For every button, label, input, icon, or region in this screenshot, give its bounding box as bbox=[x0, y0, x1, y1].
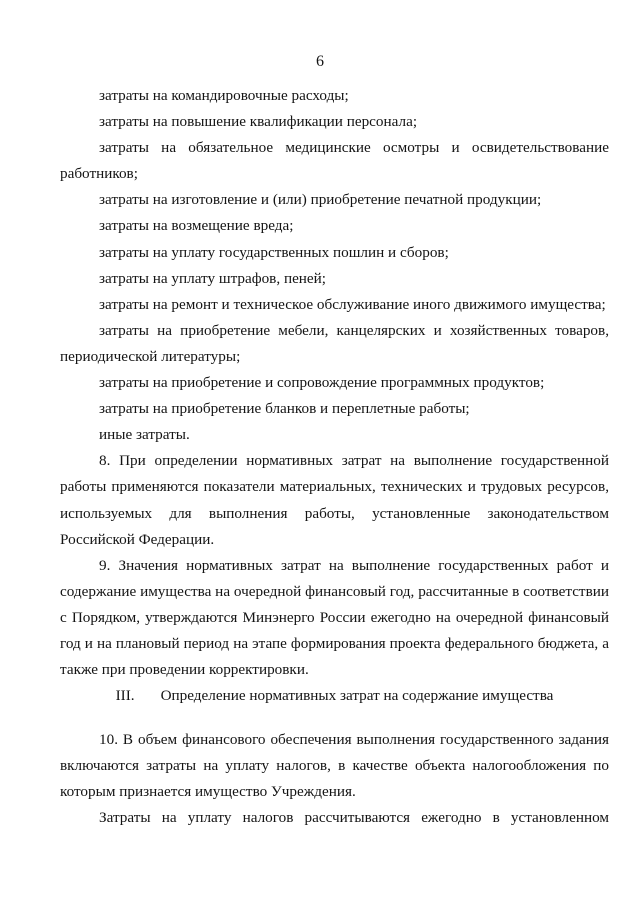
paragraph: затраты на повышение квалификации персонала; bbox=[99, 113, 418, 131]
paragraph: затраты на ремонт и техническое обслуживание иного движимого имущества; bbox=[99, 295, 606, 313]
paragraph: затраты на приобретение и сопровождение программных продуктов; bbox=[99, 374, 545, 392]
section-numeral: III. bbox=[115, 687, 135, 705]
document-body bbox=[60, 83, 609, 832]
section-title: Определение нормативных затрат на содержание имущества bbox=[160, 687, 554, 705]
page-number: 6 bbox=[316, 53, 324, 70]
paragraph: затраты на обязательное медицинские осмотры и освидетельствование работников; bbox=[60, 139, 609, 183]
paragraph: затраты на возмещение вреда; bbox=[99, 217, 294, 235]
paragraph-8: 8. При определении нормативных затрат на выполнение государственной работы применяются показатели материальных, технических и трудовых ресурсов, используемых для выполнения работы, установленные законодательством Российской Федерации. bbox=[60, 452, 609, 548]
paragraph: затраты на изготовление и (или) приобретение печатной продукции; bbox=[99, 191, 542, 209]
section-heading bbox=[60, 683, 609, 709]
paragraph: затраты на приобретение бланков и переплетные работы; bbox=[99, 400, 470, 418]
paragraph: Затраты на уплату налогов рассчитываются ежегодно в установленном bbox=[99, 809, 609, 827]
paragraph: затраты на командировочные расходы; bbox=[99, 87, 349, 104]
paragraph-10: 10. В объем финансового обеспечения выполнения государственного задания включаются затраты на уплату налогов, в качестве объекта налогообложения по которым признается имущество Учреждения. bbox=[60, 731, 609, 801]
paragraph: затраты на приобретение мебели, канцелярских и хозяйственных товаров, периодической литературы; bbox=[60, 321, 609, 365]
paragraph-9: 9. Значения нормативных затрат на выполнение государственных работ и содержание имущества на очередной финансовый год, рассчитанные в соответствии с Порядком, утверждаются Минэнерго России ежегодно на очередной финансовый год и на плановый период на этапе формирования проекта федерального бюджета, а также при проведении корректировки. bbox=[60, 556, 609, 679]
paragraph: затраты на уплату государственных пошлин и сборов; bbox=[99, 243, 449, 261]
paragraph: иные затраты. bbox=[99, 426, 190, 444]
paragraph: затраты на уплату штрафов, пеней; bbox=[99, 269, 327, 287]
